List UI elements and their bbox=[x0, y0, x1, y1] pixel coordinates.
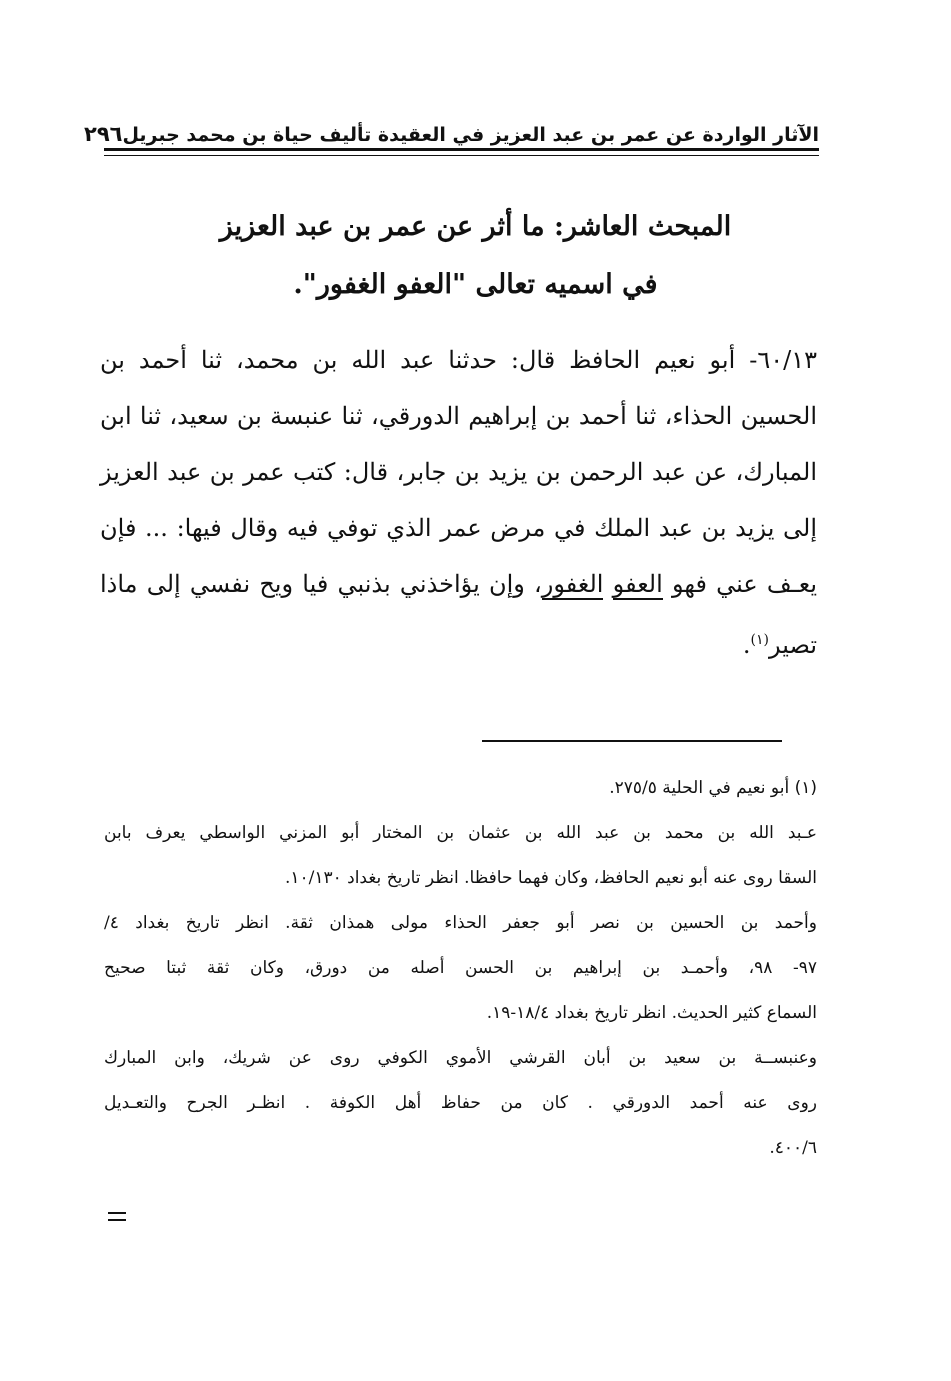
body-text-fragment: ، وإن يؤاخذني بذنبي فيا ويح نفسي إلى ماذا bbox=[100, 570, 542, 598]
body-line bbox=[100, 612, 817, 673]
footnote-line: ٤٠٠/٦. bbox=[769, 1138, 817, 1158]
footnote-line: وعنبســة بن سعيد بن أبان القرشي الأموي الكوفي روى عن شريك، وابن المبارك bbox=[104, 1048, 817, 1068]
section-heading bbox=[150, 198, 801, 314]
footnote-line: ٩٧- ٩٨، وأحمـد بن إبراهيم بن الحسن أصله من دورق، وكان ثقة ثبتا صحيح bbox=[104, 958, 817, 978]
running-title: الآثار الواردة عن عمر بن عبد العزيز في العقيدة تأليف حياة بن محمد جبريل bbox=[122, 124, 819, 146]
body-line bbox=[100, 556, 817, 612]
footnote-line: وأحمد بن الحسين بن نصر أبو جعفر الحذاء مولى همذان ثقة. انظر تاريخ بغداد ٤/ bbox=[104, 913, 817, 933]
section-heading-line-1: المبحث العاشر: ما أثر عن عمر بن عبد العزيز bbox=[219, 211, 732, 242]
footnote-line: السماع كثير الحديث. انظر تاريخ بغداد ١٨/٤-١٩. bbox=[486, 1003, 817, 1023]
body-text bbox=[100, 332, 817, 673]
end-mark bbox=[108, 1212, 126, 1221]
page-number: ٢٩٦ bbox=[84, 122, 123, 146]
body-text-fragment: تصير bbox=[769, 631, 817, 659]
footnote-source: أبو نعيم في الحلية ٢٧٥/٥. bbox=[609, 778, 790, 798]
body-line: ٦٠/١٣- أبو نعيم الحافظ قال: حدثنا عبد الله بن محمد، ثنا أحمد بن bbox=[100, 346, 817, 374]
footnote-line: روى عنه أحمد الدورقي . كان من حفاظ أهل الكوفة . انظـر الجرح والتعـديل bbox=[104, 1093, 817, 1113]
footnote-line: السقا روى عنه أبو نعيم الحافظ، وكان فهما حافظا. انظر تاريخ بغداد ١٠/١٣٠. bbox=[284, 868, 817, 888]
footnote-marker: (١) bbox=[794, 778, 817, 798]
body-text-fragment: يعـف عني فهو bbox=[671, 570, 818, 598]
body-line: الحسين الحذاء، ثنا أحمد بن إبراهيم الدورقي، ثنا عنبسة بن سعيد، ثنا ابن bbox=[100, 402, 817, 430]
underlined-word-afw: العفو bbox=[612, 570, 663, 598]
section-heading-line-2: في اسميه تعالى "العفو الغفور". bbox=[293, 269, 658, 300]
header-rule bbox=[104, 148, 819, 156]
running-header bbox=[84, 110, 819, 146]
footnote-separator bbox=[482, 740, 782, 742]
footnote-line bbox=[104, 766, 817, 811]
footnotes bbox=[104, 766, 817, 1171]
footnote-line: عـبد الله بن محمد بن عبد الله بن عثمان بن المختار أبو المزني الواسطي يعرف بابن bbox=[104, 823, 817, 843]
body-line: إلى يزيد بن عبد الملك في مرض عمر الذي توفي فيه وقال فيها: ... فإن bbox=[100, 514, 817, 542]
underlined-word-ghafur: الغفور bbox=[541, 570, 604, 598]
body-text-fragment: . bbox=[742, 631, 751, 659]
footnote-reference[interactable]: (١) bbox=[750, 632, 770, 648]
body-line: المبارك، عن عبد الرحمن بن يزيد بن جابر، قال: كتب عمر بن عبد العزيز bbox=[100, 458, 817, 486]
